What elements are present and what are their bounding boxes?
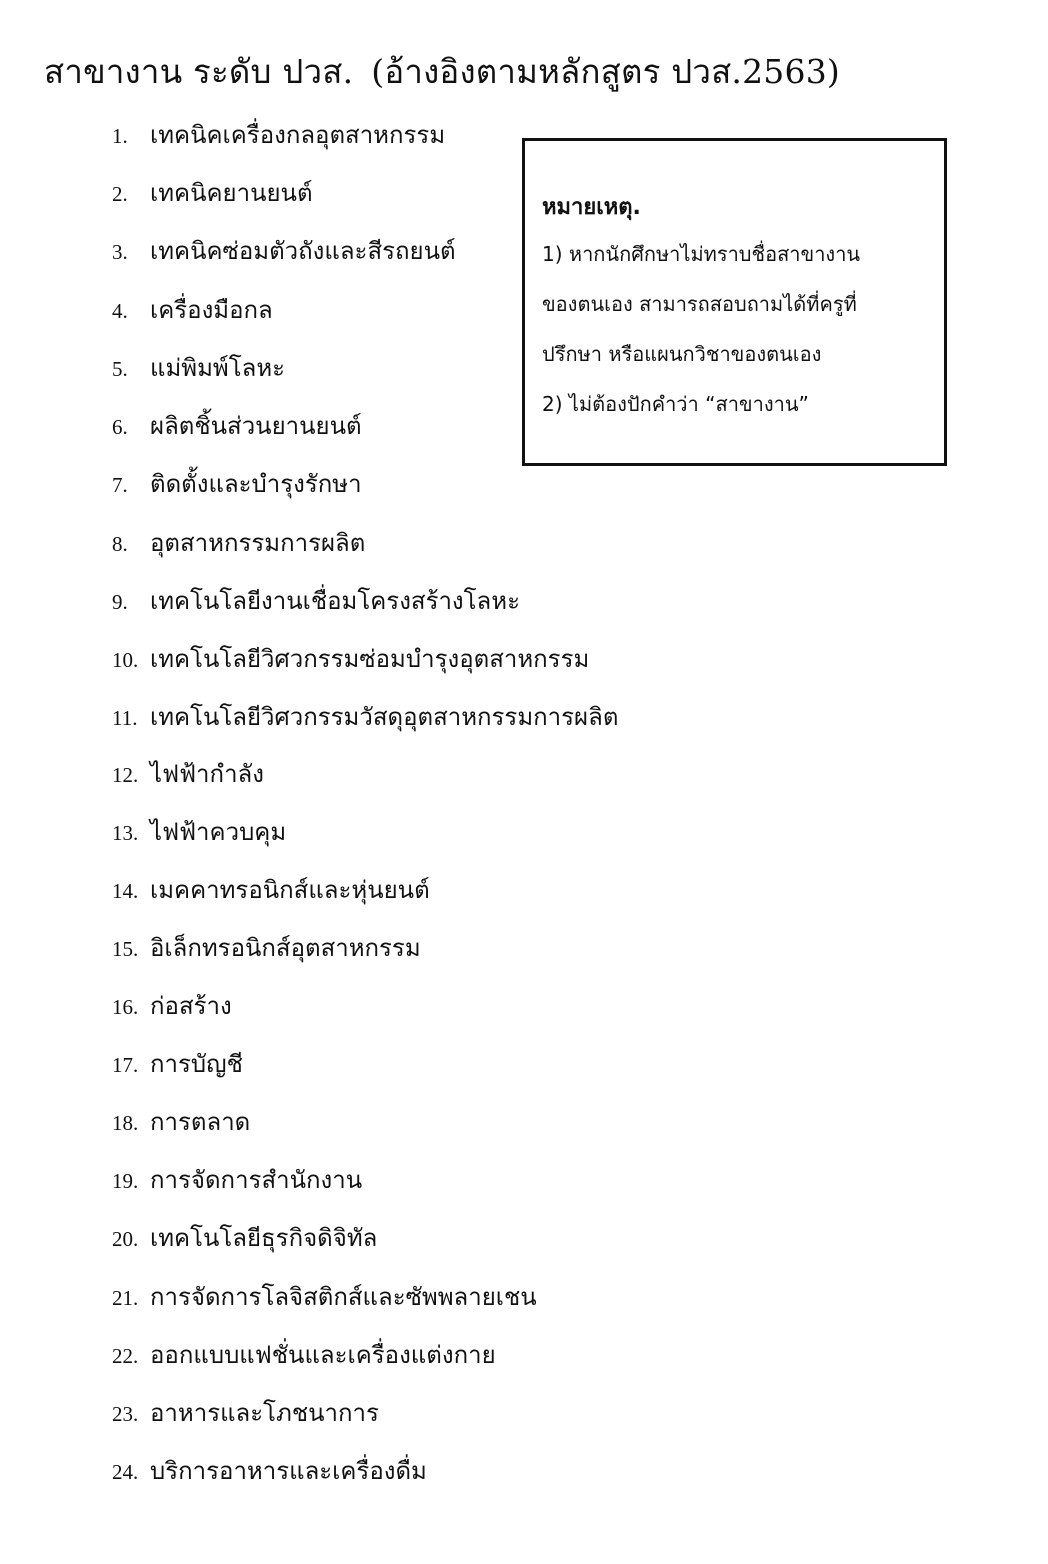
item-name: บริการอาหารและเครื่องดื่ม: [150, 1457, 427, 1485]
item-number: 21.: [112, 1286, 139, 1310]
list-item: [112, 406, 362, 446]
list-item: [112, 697, 618, 737]
item-number: 14.: [112, 879, 139, 903]
item-number: 6.: [112, 415, 128, 439]
item-name: เทคนิคซ่อมตัวถังและสีรถยนต์: [150, 237, 456, 265]
note-line: 1) หากนักศึกษาไม่ทราบชื่อสาขางาน: [542, 242, 861, 266]
item-number: 19.: [112, 1169, 139, 1193]
item-number: 13.: [112, 821, 139, 845]
item-name: การจัดการสำนักงาน: [150, 1166, 363, 1194]
item-number: 3.: [112, 240, 128, 264]
list-item: [112, 1102, 250, 1142]
item-name: การตลาด: [150, 1108, 251, 1136]
note-heading: หมายเหตุ.: [542, 195, 641, 220]
list-item: [112, 173, 313, 213]
item-number: 10.: [112, 648, 139, 672]
item-name: เทคโนโลยีธุรกิจดิจิทัล: [150, 1224, 378, 1252]
item-name: เมคคาทรอนิกส์และหุ่นยนต์: [150, 876, 430, 904]
item-name: การบัญชี: [150, 1050, 243, 1078]
list-item: [112, 1218, 377, 1258]
item-number: 15.: [112, 937, 139, 961]
list-item: [112, 986, 232, 1026]
item-name: เทคโนโลยีวิศวกรรมซ่อมบำรุงอุตสาหกรรม: [150, 645, 590, 673]
item-number: 1.: [112, 124, 128, 148]
item-number: 23.: [112, 1402, 139, 1426]
item-number: 16.: [112, 995, 139, 1019]
list-item: [112, 1335, 496, 1375]
list-item: [112, 581, 520, 621]
item-number: 4.: [112, 299, 128, 323]
item-name: อิเล็กทรอนิกส์อุตสาหกรรม: [150, 934, 421, 962]
list-item: [112, 290, 273, 330]
item-name: ติดตั้งและบำรุงรักษา: [150, 470, 362, 498]
item-number: 22.: [112, 1344, 139, 1368]
item-number: 2.: [112, 182, 128, 206]
note-box: [522, 138, 947, 466]
list-item: [112, 523, 365, 563]
item-name: ออกแบบแฟชั่นและเครื่องแต่งกาย: [150, 1341, 496, 1369]
item-name: ก่อสร้าง: [150, 992, 232, 1020]
list-item: [112, 1393, 379, 1433]
list-item: [112, 812, 286, 852]
list-item: [112, 1277, 537, 1317]
page-title: [44, 50, 840, 94]
item-name: ไฟฟ้าควบคุม: [150, 818, 287, 846]
list-item: [112, 464, 362, 504]
list-item: [112, 928, 421, 968]
item-number: 24.: [112, 1460, 139, 1484]
item-number: 12.: [112, 763, 139, 787]
item-number: 17.: [112, 1053, 139, 1077]
item-name: เครื่องมือกล: [150, 296, 273, 324]
item-name: เทคนิคเครื่องกลอุตสาหกรรม: [150, 121, 446, 149]
item-name: เทคนิคยานยนต์: [150, 179, 313, 207]
item-name: ผลิตชิ้นส่วนยานยนต์: [150, 412, 362, 440]
list-item: [112, 231, 456, 271]
list-item: [112, 348, 285, 388]
note-line: 2) ไม่ต้องปักคำว่า “สาขางาน”: [542, 392, 809, 416]
note-line: ของตนเอง สามารถสอบถามได้ที่ครูที่: [542, 292, 857, 316]
list-item: [112, 1044, 243, 1084]
page-title-main: สาขางาน ระดับ ปวส.: [44, 52, 354, 91]
list-item: [112, 1160, 362, 1200]
item-number: 20.: [112, 1227, 139, 1251]
item-number: 5.: [112, 357, 128, 381]
list-item: [112, 115, 445, 155]
item-number: 18.: [112, 1111, 139, 1135]
item-name: อาหารและโภชนาการ: [150, 1399, 379, 1427]
item-name: เทคโนโลยีงานเชื่อมโครงสร้างโลหะ: [150, 587, 520, 615]
item-name: เทคโนโลยีวิศวกรรมวัสดุอุตสาหกรรมการผลิต: [150, 703, 619, 731]
page-title-reference: (อ้างอิงตามหลักสูตร ปวส.2563): [371, 52, 840, 91]
item-name: ไฟฟ้ากำลัง: [150, 760, 264, 788]
list-item: [112, 754, 264, 794]
list-item: [112, 639, 589, 679]
list-item: [112, 1451, 427, 1491]
item-number: 9.: [112, 590, 128, 614]
note-line: ปรึกษา หรือแผนกวิชาของตนเอง: [542, 342, 822, 366]
list-item: [112, 870, 430, 910]
item-number: 11.: [112, 706, 138, 730]
item-name: แม่พิมพ์โลหะ: [150, 354, 286, 382]
item-number: 7.: [112, 473, 128, 497]
item-name: การจัดการโลจิสติกส์และซัพพลายเชน: [150, 1283, 537, 1311]
item-name: อุตสาหกรรมการผลิต: [150, 529, 366, 557]
item-number: 8.: [112, 532, 128, 556]
